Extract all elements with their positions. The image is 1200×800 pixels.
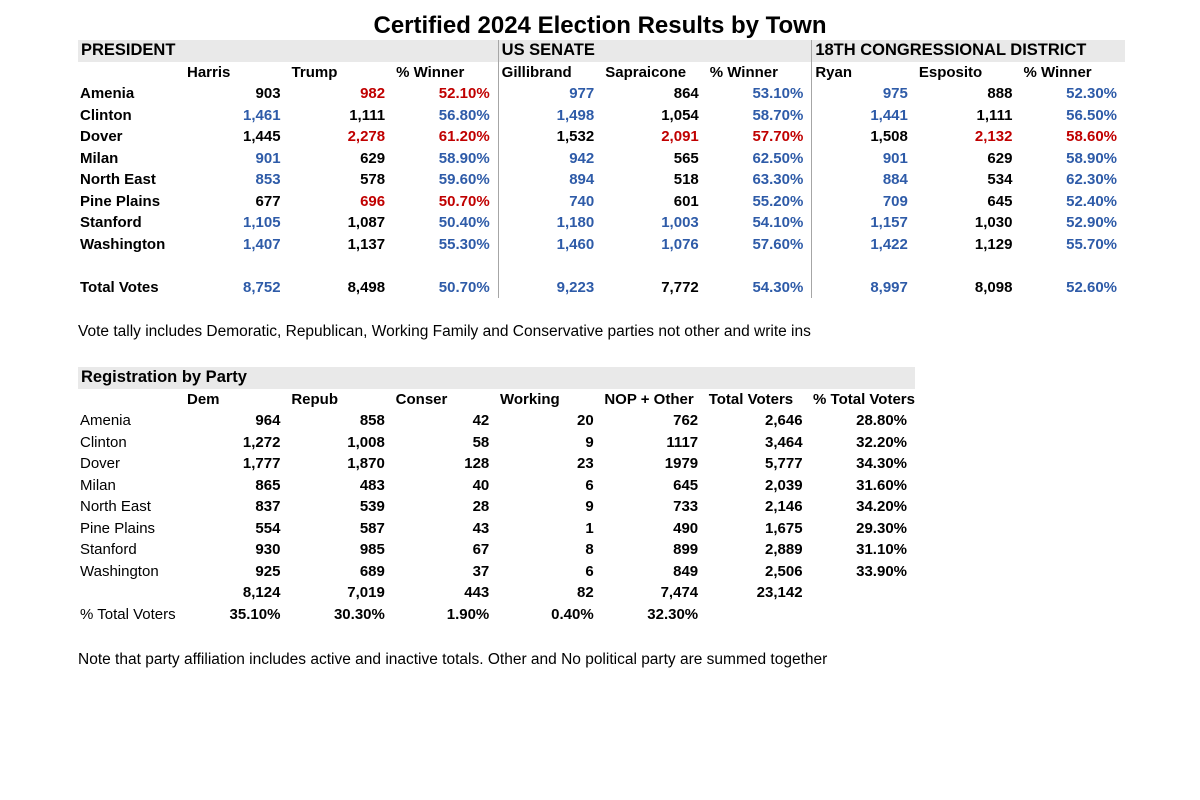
value-cell: 864 [673, 85, 699, 102]
value-cell: 54.30% [752, 278, 804, 296]
value-cell: 888 [987, 85, 1013, 102]
value-cell: 23 [577, 455, 594, 472]
value-cell: 50.70% [438, 278, 490, 296]
town-label: Total Votes [80, 278, 159, 296]
value-cell: 1,508 [811, 126, 916, 148]
col-header-cd18-winner: % Winner [1023, 63, 1092, 81]
value-cell: 884 [811, 169, 916, 191]
value-cell: 554 [255, 519, 281, 537]
value-cell: 982 [360, 85, 386, 102]
value-cell: 56.80% [438, 106, 490, 124]
value-cell: 2,278 [347, 128, 386, 145]
value-cell: 1,003 [661, 214, 699, 231]
registration-row [78, 475, 915, 497]
value-cell: 29.30% [856, 519, 907, 537]
value-cell: 1.90% [446, 605, 490, 623]
value-cell [1020, 255, 1125, 277]
results-row [78, 169, 1125, 191]
value-cell: 1,461 [243, 106, 281, 124]
col-header-pres-winner: % Winner [396, 63, 465, 81]
registration-row [78, 604, 915, 626]
col-header-harris: Harris [187, 63, 231, 81]
value-cell: 2,091 [661, 128, 699, 145]
section-registration-by-party: Registration by Party [78, 367, 915, 389]
value-cell: 2,039 [765, 476, 803, 494]
value-cell: 1,157 [811, 212, 916, 234]
value-cell: 58 [472, 433, 490, 451]
value-cell: 1,105 [243, 214, 281, 231]
value-cell: 1,407 [243, 235, 281, 253]
registration-section-header-row [78, 367, 915, 389]
value-cell: 63.30% [752, 171, 804, 188]
results-row [78, 234, 1125, 256]
value-cell: 62.50% [752, 149, 804, 167]
value-cell: 61.20% [438, 128, 490, 145]
value-cell: 894 [498, 169, 603, 191]
results-section-header-row [78, 40, 1125, 62]
value-cell: 740 [498, 191, 603, 213]
value-cell: 1,087 [347, 214, 386, 231]
value-cell: 50.40% [438, 214, 490, 231]
value-cell: 865 [255, 476, 281, 494]
value-cell: 62.30% [1066, 171, 1117, 188]
value-cell: 1,460 [498, 234, 603, 256]
value-cell: 578 [360, 171, 386, 188]
value-cell: 1,008 [347, 433, 385, 451]
value-cell: 1,422 [811, 234, 916, 256]
value-cell: 53.10% [752, 85, 804, 102]
town-label [78, 582, 184, 604]
value-cell: 128 [464, 455, 490, 472]
value-cell: 58.90% [438, 149, 490, 167]
value-cell: 58.70% [752, 106, 804, 124]
value-cell: 2,889 [765, 541, 803, 558]
town-label: Dover [80, 128, 123, 145]
value-cell: 0.40% [551, 605, 594, 623]
value-cell: 43 [472, 519, 490, 537]
town-label: Amenia [80, 85, 135, 102]
value-cell: 59.60% [438, 171, 490, 188]
col-header-pct-total-voters: % Total Voters [813, 390, 915, 408]
value-cell: 52.10% [438, 85, 490, 102]
corner-cell [78, 389, 184, 411]
value-cell: 837 [255, 498, 281, 515]
value-cell: 30.30% [333, 605, 385, 623]
value-cell: 490 [673, 519, 699, 537]
value-cell: 629 [987, 149, 1013, 167]
value-cell: 8 [585, 541, 594, 558]
value-cell: 645 [987, 192, 1013, 210]
value-cell [811, 255, 916, 277]
col-header-senate-winner: % Winner [709, 63, 778, 81]
value-cell: 54.10% [752, 214, 804, 231]
value-cell: 8,997 [811, 277, 916, 299]
value-cell: 28 [472, 498, 490, 515]
results-row [78, 212, 1125, 234]
value-cell: 925 [255, 562, 281, 580]
registration-table [78, 367, 915, 625]
value-cell: 20 [577, 412, 594, 429]
registration-row [78, 561, 915, 583]
col-header-sapraicone: Sapraicone [605, 63, 687, 81]
section-president: PRESIDENT [78, 40, 498, 62]
col-header-dem: Dem [187, 390, 220, 408]
town-label: Amenia [80, 412, 131, 429]
value-cell: 629 [360, 149, 386, 167]
town-label: Stanford [80, 214, 142, 231]
value-cell: 23,142 [756, 584, 803, 601]
value-cell: 2,132 [974, 128, 1013, 145]
value-cell: 1 [585, 519, 594, 537]
value-cell [811, 582, 915, 604]
value-cell: 901 [255, 149, 281, 167]
registration-row [78, 432, 915, 454]
value-cell: 677 [255, 192, 281, 210]
results-table [78, 40, 1125, 298]
vote-tally-note: Vote tally includes Demoratic, Republican, Working Family and Conservative parties not other and write ins [78, 323, 811, 340]
town-label [78, 255, 184, 277]
value-cell: 58.90% [1066, 149, 1117, 167]
value-cell: 1,441 [811, 105, 916, 127]
town-label: North East [80, 171, 156, 188]
value-cell: 6 [585, 562, 594, 580]
value-cell: 55.30% [438, 235, 490, 253]
value-cell: 28.80% [856, 412, 907, 429]
page-title: Certified 2024 Election Results by Town [373, 12, 827, 39]
value-cell: 57.60% [752, 235, 804, 253]
value-cell: 1,054 [661, 106, 699, 124]
value-cell: 534 [987, 171, 1013, 188]
value-cell: 1,111 [349, 106, 386, 124]
value-cell: 1,675 [765, 519, 803, 537]
value-cell: 8,752 [243, 278, 281, 296]
value-cell: 9,223 [498, 277, 603, 299]
col-header-conser: Conser [395, 390, 448, 408]
value-cell: 8,098 [974, 278, 1013, 296]
town-label: Clinton [80, 106, 132, 124]
town-label: Dover [80, 455, 121, 472]
col-header-working: Working [500, 390, 560, 408]
town-label: Pine Plains [80, 192, 161, 210]
value-cell: 57.70% [752, 128, 804, 145]
value-cell: 32.30% [647, 605, 699, 623]
value-cell: 696 [360, 192, 386, 210]
value-cell: 2,146 [765, 498, 803, 515]
value-cell [811, 604, 915, 626]
value-cell: 34.20% [856, 498, 907, 515]
value-cell: 443 [464, 584, 490, 601]
col-header-gillibrand: Gillibrand [498, 62, 603, 84]
value-cell: 539 [359, 498, 385, 515]
value-cell: 8,124 [242, 584, 281, 601]
town-label: Milan [80, 149, 119, 167]
value-cell: 52.90% [1066, 214, 1117, 231]
value-cell: 901 [811, 148, 916, 170]
town-label: Washington [80, 562, 159, 580]
value-cell: 733 [673, 498, 699, 515]
registration-rows [78, 410, 915, 625]
value-cell: 709 [811, 191, 916, 213]
value-cell: 37 [472, 562, 490, 580]
registration-row [78, 453, 915, 475]
results-column-header-row [78, 62, 1125, 84]
value-cell: 7,019 [347, 584, 385, 601]
col-header-ryan: Ryan [811, 62, 916, 84]
value-cell: 7,772 [661, 278, 699, 296]
value-cell: 34.30% [856, 455, 907, 472]
town-label: Stanford [80, 541, 137, 558]
value-cell: 762 [673, 412, 699, 429]
value-cell: 9 [585, 433, 594, 451]
value-cell: 899 [673, 541, 699, 558]
value-cell: 40 [472, 476, 490, 494]
value-cell: 7,474 [660, 584, 699, 601]
results-row [78, 126, 1125, 148]
value-cell: 942 [498, 148, 603, 170]
value-cell: 964 [255, 412, 281, 429]
party-affiliation-note: Note that party affiliation includes active and inactive totals. Other and No political party are summed together [78, 651, 828, 668]
section-us-senate: US SENATE [498, 40, 812, 62]
value-cell: 8,498 [347, 278, 386, 296]
value-cell: 518 [673, 171, 699, 188]
value-cell: 67 [472, 541, 490, 558]
value-cell: 483 [359, 476, 385, 494]
value-cell: 9 [585, 498, 594, 515]
value-cell: 5,777 [765, 455, 803, 472]
value-cell: 52.60% [1066, 278, 1117, 296]
town-label: Washington [80, 235, 166, 253]
value-cell: 55.20% [752, 192, 804, 210]
value-cell: 1117 [666, 433, 699, 451]
value-cell [393, 255, 498, 277]
value-cell: 1,030 [974, 214, 1013, 231]
value-cell: 31.60% [856, 476, 907, 494]
registration-row [78, 410, 915, 432]
town-label: Milan [80, 476, 116, 494]
value-cell: 858 [359, 412, 385, 429]
registration-row [78, 582, 915, 604]
value-cell: 930 [255, 541, 281, 558]
value-cell: 1,445 [243, 128, 281, 145]
registration-row [78, 518, 915, 540]
value-cell: 6 [585, 476, 594, 494]
col-header-repub: Repub [291, 390, 338, 408]
value-cell: 2,646 [765, 412, 803, 429]
value-cell: 1,498 [498, 105, 603, 127]
registration-row [78, 496, 915, 518]
value-cell: 32.20% [856, 433, 907, 451]
value-cell: 55.70% [1066, 235, 1117, 253]
value-cell: 1,180 [498, 212, 603, 234]
value-cell: 2,506 [765, 562, 803, 580]
town-label: Pine Plains [80, 519, 156, 537]
value-cell: 853 [255, 171, 281, 188]
results-rows [78, 83, 1125, 298]
results-row [78, 191, 1125, 213]
results-row [78, 255, 1125, 277]
value-cell: 31.10% [856, 541, 907, 558]
value-cell: 1,076 [661, 235, 699, 253]
value-cell: 42 [472, 412, 490, 429]
value-cell: 1979 [664, 455, 699, 472]
value-cell [498, 255, 603, 277]
value-cell [602, 255, 707, 277]
value-cell [184, 255, 289, 277]
value-cell: 35.10% [229, 605, 281, 623]
value-cell: 1,129 [974, 235, 1013, 253]
registration-row [78, 539, 915, 561]
value-cell: 1,777 [242, 455, 281, 472]
value-cell: 52.30% [1066, 85, 1117, 102]
value-cell: 3,464 [765, 433, 803, 451]
registration-column-header-row [78, 389, 915, 411]
value-cell: 1,272 [242, 433, 281, 451]
value-cell: 587 [359, 519, 385, 537]
value-cell [916, 255, 1021, 277]
value-cell [706, 604, 810, 626]
section-18th-congressional: 18TH CONGRESSIONAL DISTRICT [811, 40, 1125, 62]
col-header-trump: Trump [291, 63, 338, 81]
value-cell: 849 [673, 562, 699, 580]
value-cell: 1,532 [498, 126, 603, 148]
value-cell: 52.40% [1066, 192, 1117, 210]
results-row [78, 83, 1125, 105]
value-cell: 977 [498, 83, 603, 105]
corner-cell [78, 62, 184, 84]
value-cell: 601 [673, 192, 699, 210]
results-row [78, 277, 1125, 299]
results-row [78, 105, 1125, 127]
value-cell [289, 255, 394, 277]
value-cell: 1,111 [976, 106, 1013, 124]
value-cell: 56.50% [1066, 106, 1117, 124]
value-cell: 33.90% [856, 562, 907, 580]
col-header-esposito: Esposito [918, 63, 983, 81]
value-cell: 689 [359, 562, 385, 580]
value-cell: 565 [673, 149, 699, 167]
value-cell: 1,137 [347, 235, 386, 253]
value-cell: 903 [255, 85, 281, 102]
value-cell: 985 [359, 541, 385, 558]
town-label: North East [80, 498, 151, 515]
value-cell: 1,870 [347, 455, 385, 472]
town-label: % Total Voters [80, 605, 176, 623]
value-cell: 58.60% [1066, 128, 1117, 145]
value-cell: 82 [577, 584, 594, 601]
col-header-nop-other: NOP + Other [604, 390, 694, 408]
col-header-total-voters: Total Voters [708, 390, 794, 408]
value-cell: 975 [811, 83, 916, 105]
value-cell: 645 [673, 476, 699, 494]
results-row [78, 148, 1125, 170]
value-cell: 50.70% [438, 192, 490, 210]
town-label: Clinton [80, 433, 127, 451]
value-cell [707, 255, 812, 277]
